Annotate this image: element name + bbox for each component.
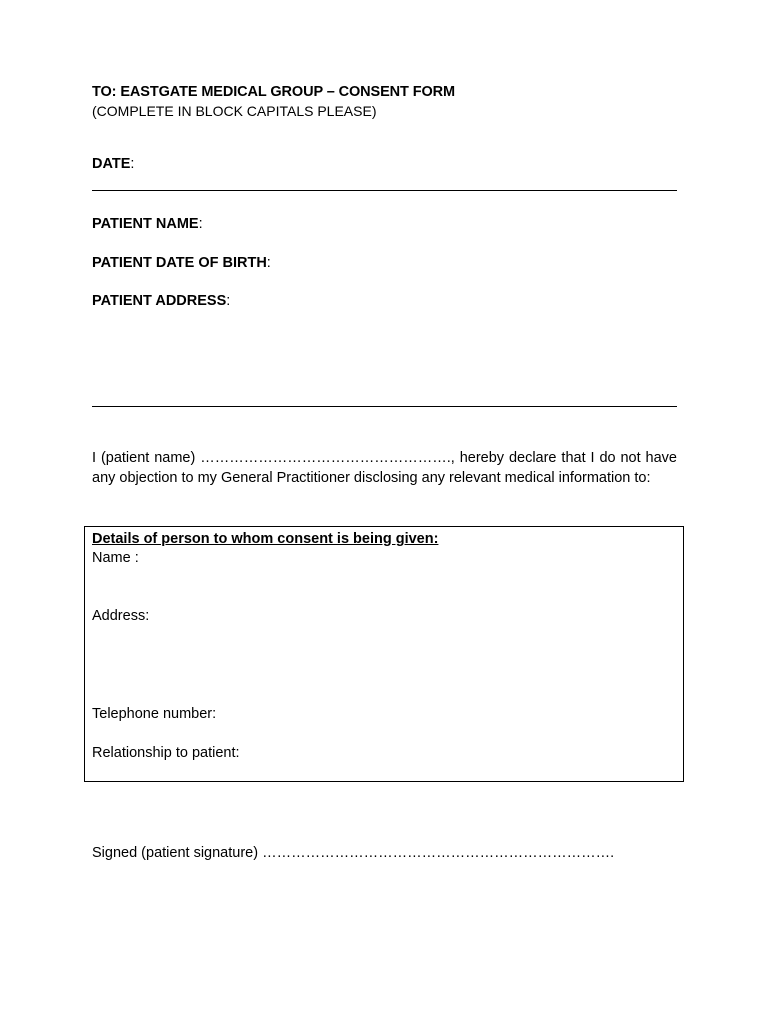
- form-subtitle: (COMPLETE IN BLOCK CAPITALS PLEASE): [92, 103, 377, 119]
- patient-signature-line: Signed (patient signature) ……………………………………………………………….: [92, 845, 615, 861]
- patient-address-colon: :: [226, 293, 231, 309]
- patient-dob-colon: :: [266, 255, 271, 271]
- consent-details-box: [84, 526, 684, 782]
- recipient-name-label: Name :: [92, 550, 139, 566]
- recipient-address-label: Address:: [92, 608, 150, 624]
- patient-name-field: [92, 216, 203, 232]
- declaration-paragraph: I (patient name) ……………………………………………., hereby declare that I do not have any objection to my General Practitioner disclosing any relevant medical information to:: [92, 450, 677, 486]
- patient-name-colon: :: [198, 216, 203, 232]
- patient-address-label: PATIENT ADDRESS: [92, 293, 227, 309]
- patient-dob-field: [92, 255, 271, 271]
- recipient-relationship-label: Relationship to patient:: [92, 745, 240, 761]
- patient-address-field: [92, 293, 230, 309]
- date-label: DATE: [92, 156, 131, 172]
- address-underline: [92, 406, 677, 407]
- patient-name-label: PATIENT NAME: [92, 216, 199, 232]
- date-colon: :: [130, 156, 135, 172]
- recipient-telephone-label: Telephone number:: [92, 706, 217, 722]
- date-field: [92, 156, 134, 172]
- consent-box-heading: Details of person to whom consent is being given:: [92, 531, 439, 547]
- form-title: TO: EASTGATE MEDICAL GROUP – CONSENT FORM: [92, 84, 455, 100]
- patient-dob-label: PATIENT DATE OF BIRTH: [92, 255, 267, 271]
- date-underline: [92, 190, 677, 191]
